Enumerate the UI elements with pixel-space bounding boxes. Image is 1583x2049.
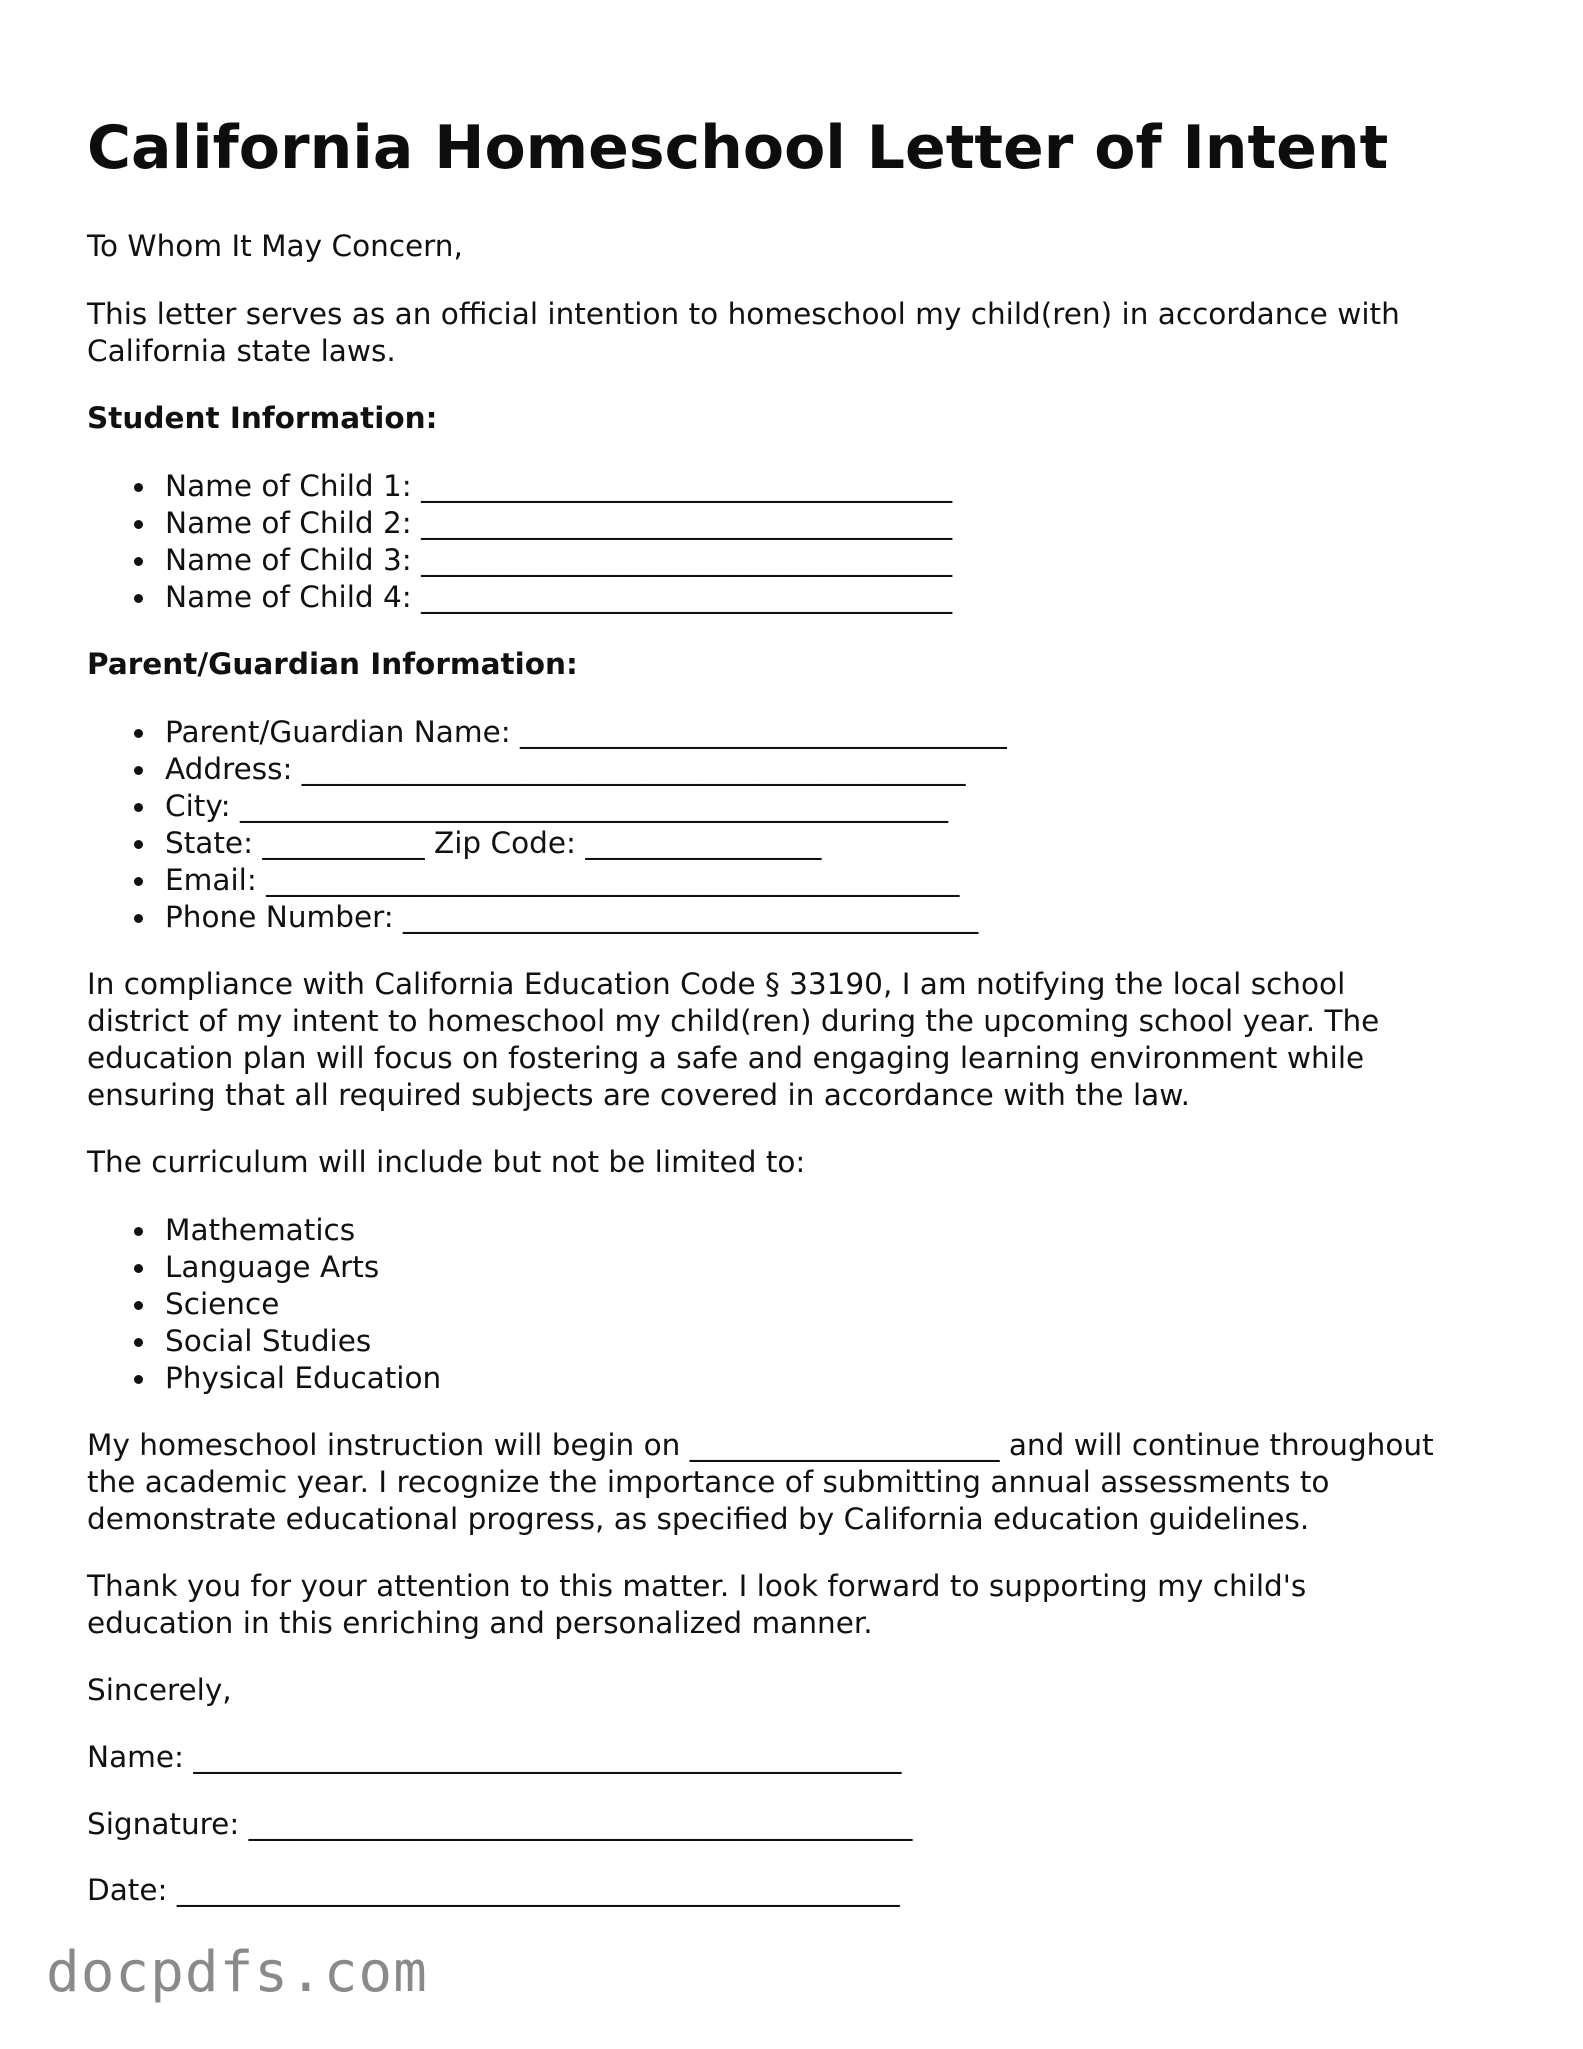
- document-title: California Homeschool Letter of Intent: [87, 113, 1389, 183]
- subject-item: Mathematics: [87, 1212, 441, 1249]
- phone-field[interactable]: Phone Number: _______________________________________: [87, 899, 1007, 936]
- instruction-line: the academic year. I recognize the importance of submitting annual assessments to: [87, 1465, 1330, 1499]
- salutation: To Whom It May Concern,: [87, 229, 463, 263]
- parent-list: [87, 714, 1007, 936]
- subject-item: Language Arts: [87, 1249, 441, 1286]
- address-field[interactable]: Address: _____________________________________________: [87, 751, 1007, 788]
- city-field[interactable]: City: ________________________________________________: [87, 788, 1007, 825]
- compliance-line: education plan will focus on fostering a safe and engaging learning environment while: [87, 1041, 1365, 1075]
- curriculum-intro: The curriculum will include but not be limited to:: [87, 1145, 806, 1179]
- email-field[interactable]: Email: _______________________________________________: [87, 862, 1007, 899]
- subject-item: Physical Education: [87, 1360, 441, 1397]
- student-section-heading: Student Information:: [87, 401, 438, 435]
- parent-name-field[interactable]: Parent/Guardian Name: _________________________________: [87, 714, 1007, 751]
- intro-paragraph: [87, 296, 1400, 370]
- thanks-paragraph: [87, 1568, 1306, 1642]
- compliance-paragraph: [87, 966, 1379, 1114]
- child-name-field[interactable]: Name of Child 3: ____________________________________: [87, 542, 952, 579]
- parent-section-heading: Parent/Guardian Information:: [87, 647, 578, 681]
- compliance-line: district of my intent to homeschool my child(ren) during the upcoming school year. The: [87, 1004, 1380, 1038]
- intro-line: California state laws.: [87, 334, 396, 368]
- student-list: [87, 468, 952, 616]
- subject-item: Social Studies: [87, 1323, 441, 1360]
- intro-line: This letter serves as an official intention to homeschool my child(ren) in accordance with: [87, 297, 1400, 331]
- compliance-line: ensuring that all required subjects are covered in accordance with the law.: [87, 1078, 1191, 1112]
- child-name-field[interactable]: Name of Child 2: ____________________________________: [87, 505, 952, 542]
- instruction-line: demonstrate educational progress, as specified by California education guidelines.: [87, 1502, 1310, 1536]
- signature-field[interactable]: Signature: _____________________________________________: [87, 1807, 913, 1841]
- compliance-line: In compliance with California Education Code § 33190, I am notifying the local school: [87, 967, 1346, 1001]
- instruction-start-date-line[interactable]: My homeschool instruction will begin on _____________________ and will continue throughout: [87, 1428, 1434, 1462]
- thanks-line: Thank you for your attention to this matter. I look forward to supporting my child's: [87, 1569, 1307, 1603]
- subject-item: Science: [87, 1286, 441, 1323]
- instruction-paragraph: [87, 1427, 1434, 1538]
- state-zip-field[interactable]: State: ___________ Zip Code: ________________: [87, 825, 1007, 862]
- thanks-line: education in this enriching and personalized manner.: [87, 1606, 873, 1640]
- subject-list: [87, 1212, 441, 1397]
- signer-name-field[interactable]: Name: ________________________________________________: [87, 1740, 902, 1774]
- watermark-logo: docpdfs.com: [46, 1940, 428, 2005]
- child-name-field[interactable]: Name of Child 1: ____________________________________: [87, 468, 952, 505]
- closing: Sincerely,: [87, 1673, 232, 1707]
- date-field[interactable]: Date: _________________________________________________: [87, 1873, 900, 1907]
- child-name-field[interactable]: Name of Child 4: ____________________________________: [87, 579, 952, 616]
